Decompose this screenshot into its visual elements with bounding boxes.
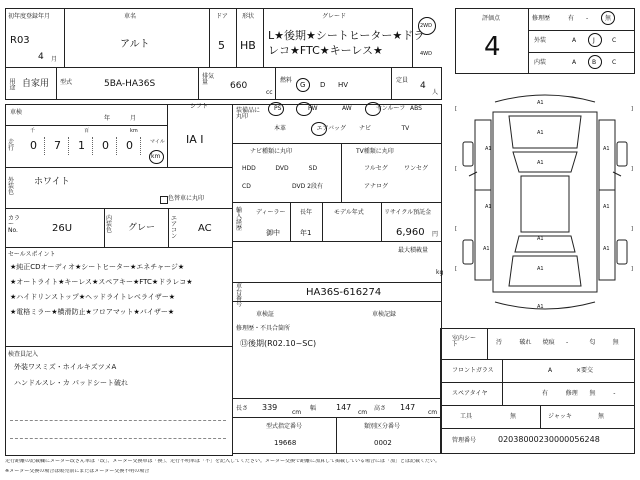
grade-label: グレード — [322, 13, 347, 20]
row2-divider — [275, 67, 276, 100]
navi-row2 — [238, 184, 338, 194]
interior-opt-b: B — [592, 59, 597, 66]
car-name-label: 車名 — [124, 13, 137, 20]
first-reg-month: 4 — [38, 52, 44, 62]
mileage-digits — [22, 137, 152, 155]
damage-mark: A1 — [537, 160, 544, 166]
recycle-value: 6,960 — [396, 227, 425, 238]
navi-row1 — [238, 166, 338, 176]
damage-mark: A1 — [485, 146, 492, 152]
damage-mark: A1 — [537, 100, 544, 106]
exterior-opt-j: J — [593, 37, 595, 44]
svg-text:[: [ — [455, 226, 457, 232]
mgmt-value: 02038000230000056248 — [498, 435, 600, 444]
equipment-opt2-0: 本革 — [274, 125, 287, 132]
navi-title: ナビ種類に丸印 — [250, 148, 293, 155]
room-opt-4: 匂 — [589, 339, 596, 346]
height-unit: cm — [428, 409, 438, 416]
repair-opt-yes: 有 — [568, 15, 575, 22]
navi-opt-0: HDD — [242, 165, 256, 172]
inspector-label: 検査員記入 — [8, 351, 39, 358]
drive-top: 2WD — [420, 23, 432, 29]
height-label: 高さ — [374, 405, 387, 412]
glass-opt-a: A — [548, 367, 553, 374]
equipment-opt2-3: TV — [401, 125, 410, 132]
inspector-line: 外装ワスミズ・ホイルキズツメA — [14, 363, 117, 371]
displacement-label: 排気量 — [202, 73, 215, 86]
length-label: 長さ — [236, 405, 249, 412]
damage-mark: A1 — [537, 130, 544, 136]
row2-divider — [56, 67, 57, 100]
condition-divider — [540, 405, 541, 429]
condition-divider — [502, 382, 503, 406]
color-box — [5, 167, 233, 209]
capacity-unit: 人 — [432, 89, 439, 96]
codes-box — [232, 417, 442, 454]
year-label: 年 — [104, 115, 111, 122]
grade-line2: レコ★FTC★キーレス★ — [268, 44, 383, 57]
svg-text:[: [ — [455, 106, 457, 112]
thousand-label: 千 — [30, 128, 36, 134]
damage-mark: A1 — [483, 246, 490, 252]
dealer-label: ディーラー — [256, 209, 286, 216]
inspector-lines — [10, 364, 230, 404]
equipment-opt-4: ABS — [410, 105, 422, 112]
navi-opt2-1: DVD 2段有 — [292, 183, 323, 190]
max-load-unit: kg — [436, 269, 444, 276]
recycle-unit: 円 — [432, 231, 439, 238]
navi-opt-2: SD — [308, 165, 318, 172]
exterior-opt-a: A — [572, 37, 577, 44]
windshield-shape — [513, 152, 577, 172]
dealer-divider — [290, 202, 291, 242]
svg-text:]: ] — [631, 226, 633, 232]
inspection-label: 車検 — [10, 109, 23, 116]
ownership-value: 年1 — [300, 229, 312, 237]
history-note: ⑬後期(R02.10~SC) — [240, 339, 317, 348]
capacity-value: 4 — [420, 81, 426, 91]
room-opt-1: 破れ — [519, 339, 532, 346]
mileage-digit-box — [46, 137, 69, 155]
condition-divider — [487, 328, 488, 360]
glass-label: フロントガラス — [452, 367, 494, 374]
mileage-digit-box — [70, 137, 93, 155]
doors-label: ドア — [216, 13, 228, 20]
score-divider — [528, 52, 635, 53]
use-label: 用途 — [8, 78, 15, 90]
width-value: 147 — [336, 403, 352, 412]
chassis-value: HA36S-616274 — [306, 287, 382, 298]
front-bumper-shape — [495, 95, 595, 102]
car-name-box — [64, 8, 210, 68]
rear-glass-shape — [515, 236, 575, 252]
width-label: 幅 — [310, 405, 317, 412]
score-label: 評価点 — [482, 15, 501, 22]
ownership-label: 長年 — [300, 209, 313, 216]
fuel-option-d: D — [320, 81, 326, 89]
displacement-unit: cc — [266, 89, 273, 96]
model-label: 型式 — [60, 79, 73, 86]
equipment-opt2-1: エアバッグ — [316, 125, 347, 132]
tools-value: 無 — [510, 413, 517, 420]
svg-text:[: [ — [455, 266, 457, 272]
model-value: 5BA-HA36S — [104, 79, 156, 89]
interior-label: 内装 — [534, 59, 547, 66]
hundred-label: 百 — [84, 128, 90, 134]
roof-shape — [521, 176, 569, 232]
score-divider — [528, 8, 529, 74]
wheel-fl-shape — [463, 142, 473, 166]
wheel-rl-shape — [463, 240, 473, 264]
spare-options — [540, 391, 635, 401]
interior-color-value: グレー — [128, 223, 156, 233]
first-reg-label: 初年度登録年月 — [8, 13, 51, 20]
right-side-shape — [599, 120, 615, 280]
damage-mark: A1 — [603, 246, 610, 252]
use-value: 自家用 — [22, 79, 50, 89]
mileage-digit: 0 — [30, 139, 37, 152]
equipment-opt2-2: ナビ — [359, 125, 372, 132]
ac-label: エアコン — [171, 215, 178, 240]
mileage-unit-top: マイル — [150, 139, 165, 145]
body-value: HB — [240, 39, 256, 52]
height-value: 147 — [400, 403, 416, 412]
mileage-digit-box — [94, 137, 117, 155]
tools-label: 工具 — [460, 413, 473, 420]
first-reg-month-unit: 月 — [51, 56, 58, 63]
sales-point-lines — [10, 264, 230, 340]
room-opt-0: 汚 — [496, 339, 503, 346]
damage-mark: A1 — [537, 266, 544, 272]
mileage-digit-box — [118, 137, 141, 155]
equipment-row2 — [270, 126, 440, 140]
mileage-unit-circled: km — [151, 153, 161, 160]
footer-line1: 走行距離の記載欄にメーター改ざん車は「改」、メーター交換車は「換」、走行不明車は「不」を記入してください。メーター交換で距離に加算して掲載している場合には「加」とは記載くだい。 — [5, 459, 441, 464]
exterior-label: 外装 — [534, 37, 547, 44]
body-label: 形状 — [242, 13, 255, 20]
trunk-shape — [509, 256, 581, 286]
fuel-option-hv: HV — [338, 81, 349, 89]
fuel-option-g: G — [300, 81, 306, 89]
mileage-divider — [5, 125, 168, 126]
inspector-guide-line — [10, 438, 226, 439]
recycle-label: リサイクル預託金 — [384, 209, 432, 216]
repair-opt-dash: - — [586, 15, 589, 22]
spare-opt-1: 修理 — [565, 390, 578, 397]
history-register-label: 車検記録 — [372, 311, 397, 318]
color-row-divider — [168, 208, 169, 248]
mileage-digit-box — [22, 137, 45, 155]
model-code-value: 19668 — [274, 439, 297, 447]
svg-text:]: ] — [631, 106, 633, 112]
drive-bottom: 4WD — [420, 51, 432, 57]
color-note-box — [160, 196, 168, 204]
body-outline-shape — [493, 112, 597, 292]
sales-point-line: ★電格ミラー★横滑防止★フロアマット★バイザー★ — [10, 308, 175, 316]
room-opt-2: 焼痕 — [542, 339, 555, 346]
fuel-label: 燃料 — [280, 77, 293, 84]
room-opt-5: 無 — [612, 339, 619, 346]
mirror-left-shape — [469, 172, 477, 176]
damage-mark: A1 — [603, 204, 610, 210]
glass-opt-x: ×要交 — [576, 367, 594, 374]
mileage-label: 走行 — [8, 139, 15, 152]
chassis-label: 車台番号 — [236, 283, 243, 308]
tv-row2 — [360, 184, 440, 194]
color-label: 外装色 — [8, 177, 15, 196]
model-code-label: 型式指定番号 — [266, 423, 303, 430]
equipment-row1 — [270, 106, 440, 122]
spare-opt-3: - — [613, 390, 616, 397]
category-label: 類別区分番号 — [364, 423, 401, 430]
mgmt-label: 管理番号 — [452, 437, 477, 444]
interior-color-label: 内装色 — [106, 215, 113, 234]
damage-mark: A1 — [537, 236, 544, 242]
equipment-opt-3: サンルーフ — [376, 105, 406, 112]
km-label: km — [130, 128, 138, 134]
jack-label: ジャッキ — [548, 413, 572, 420]
sales-point-line: ★オートライト★キーレス★スペアキー★FTC★ドラレコ★ — [10, 278, 193, 286]
history-first-label: 車検証 — [256, 311, 275, 318]
damage-mark: A1 — [603, 146, 610, 152]
row2-divider — [198, 67, 199, 100]
spare-opt-2: 無 — [589, 390, 596, 397]
model-year-label: モデル年式 — [334, 209, 364, 216]
month-label: 月 — [130, 115, 137, 122]
jack-value: 無 — [598, 413, 605, 420]
wheel-rr-shape — [617, 240, 627, 264]
score-divider — [528, 30, 635, 31]
length-unit: cm — [292, 409, 302, 416]
max-load-label: 最大積載量 — [398, 247, 429, 254]
sales-point-line: ★純正CDオーディオ★シートヒーター★エネチャージ★ — [10, 263, 185, 271]
exterior-circle — [588, 33, 602, 47]
equipment-opt-2: AW — [342, 105, 352, 112]
codes-divider — [336, 417, 337, 454]
navi-opt2-0: CD — [242, 183, 251, 190]
color-row-divider — [104, 208, 105, 248]
color-value: ホワイト — [34, 177, 70, 187]
mileage-digit: 1 — [78, 139, 85, 152]
mileage-digit: 0 — [102, 139, 109, 152]
history-label: 輸入経歴 — [236, 207, 243, 232]
car-diagram-svg — [455, 80, 635, 320]
car-diagram — [455, 80, 635, 320]
width-unit: cm — [358, 409, 368, 416]
sales-point-line: ★ハイドリンストップ★ヘッドライトレベライザー★ — [10, 293, 175, 301]
interior-opt-c: C — [612, 59, 617, 66]
shift-value: IA I — [186, 133, 204, 146]
spare-opt-0: 有 — [542, 390, 549, 397]
score-value: 4 — [484, 32, 501, 62]
navi-opt-1: DVD — [275, 165, 289, 172]
hood-shape — [509, 116, 581, 148]
spare-label: スペアタイヤ — [452, 390, 488, 397]
car-name-value: アルト — [120, 39, 150, 50]
color-note: 色替車に丸印 — [168, 195, 205, 202]
svg-text:[: [ — [455, 166, 457, 172]
inspector-line: ハンドルスレ・カ パッドシート破れ — [14, 379, 129, 387]
repair-label: 修理歴 — [532, 15, 551, 22]
exterior-opt-c: C — [612, 37, 617, 44]
dealer-divider — [322, 202, 323, 242]
condition-divider — [502, 359, 503, 383]
tv-opt-0: フルセグ — [364, 165, 388, 172]
footer-line2: ※メーター交換の場合は販売前にまたはメーター交換不明の場合 — [5, 469, 150, 474]
row2-divider — [391, 67, 392, 100]
inspector-guide-line — [10, 420, 226, 421]
color-no-label: カラーNo. — [8, 215, 21, 234]
interior-opt-a: A — [572, 59, 577, 66]
wheel-fr-shape — [617, 142, 627, 166]
equipment-circle — [311, 122, 327, 136]
doors-value: 5 — [218, 39, 225, 52]
damage-mark: A1 — [485, 204, 492, 210]
tv-row1 — [360, 166, 440, 176]
room-opt-3: - — [566, 339, 569, 346]
category-value: 0002 — [374, 439, 392, 447]
ac-value: AC — [198, 223, 212, 234]
svg-text:]: ] — [631, 166, 633, 172]
mileage-digit: 7 — [54, 139, 61, 152]
tv-opt2-0: アナログ — [364, 183, 389, 190]
color-no-value: 26U — [52, 223, 73, 234]
equipment-opt-1: PW — [308, 105, 318, 112]
shift-label: シフト — [190, 103, 209, 110]
dealer-value: 御中 — [266, 229, 280, 237]
left-side-shape — [475, 120, 491, 280]
mileage-box — [5, 104, 168, 168]
damage-mark: A1 — [537, 304, 544, 310]
capacity-label: 定員 — [396, 77, 409, 84]
sales-point-label: セールスポイント — [8, 251, 56, 258]
svg-text:]: ] — [631, 266, 633, 272]
displacement-value: 660 — [230, 81, 248, 91]
first-reg-era: R03 — [10, 35, 30, 46]
mileage-digit: 0 — [126, 139, 133, 152]
history-label: 修理歴・不具合箇所 — [236, 325, 291, 332]
room-label: 室内シート — [452, 335, 477, 348]
mirror-right-shape — [613, 172, 621, 176]
equipment-title: 装備品に丸印 — [236, 107, 261, 120]
tv-opt-1: ワンセグ — [404, 165, 429, 172]
rear-bumper-shape — [495, 302, 595, 309]
equipment-circle — [365, 102, 381, 116]
dealer-divider — [381, 202, 382, 242]
equipment-circle — [296, 102, 312, 116]
grade-line1: L★後期★シートヒーター★ドラ — [268, 29, 425, 42]
repair-opt-no: 無 — [605, 15, 612, 22]
tv-title: TV種類に丸印 — [356, 148, 394, 155]
equipment-circle — [268, 102, 284, 116]
equipment-opt-0: PS — [274, 105, 282, 112]
length-value: 339 — [262, 403, 278, 412]
room-options — [494, 340, 634, 350]
